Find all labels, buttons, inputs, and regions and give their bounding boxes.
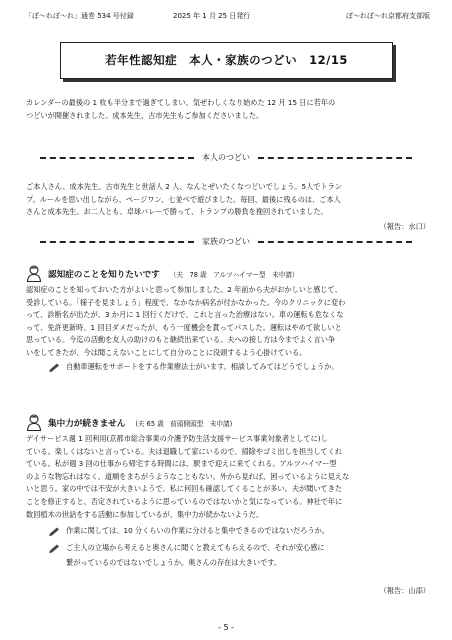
voice2-line: 数回植木の世話をする活動に参加しているが、集中力が続かないようだ。 xyxy=(26,509,264,519)
intro-line: つどいが開催されました。成本先生、古市先生もご参加くださいました。 xyxy=(26,110,264,120)
voice1-line: って、免許更新時、1 回目ダメだったが、もう一度機会を貰ってパスした。運転はやめて欲しいと xyxy=(26,322,342,332)
voice1-paragraph xyxy=(26,284,431,360)
voice2-line: のような物忘れはなく、道順をまちがうようなこともない。外から見れば、困っているように見えな xyxy=(26,471,350,481)
voice2-response2 xyxy=(48,542,438,569)
voice1-line: って、診断名が出たが、3 か月に 1 回行くだけで、これと言った治療はない。車の運転も危なくな xyxy=(26,310,344,320)
voice2-line: ている。楽しくはないと言っている。夫は退職して家にいるので、掃除やゴミ出しを担当してくれ xyxy=(26,446,343,456)
voice1-heading xyxy=(26,266,436,282)
person-icon xyxy=(26,414,42,431)
voice1-response-text: 自動車運転をサポートをする作業療法士がいます。相談してみてはどうでしょうか。 xyxy=(66,362,339,371)
voice1-line: いをしてきたが、今は聞こえないことにして自分のことに没頭するよう心掛けている。 xyxy=(26,347,307,357)
voice2-line: ことを修正すると、否定されているように思っているのではないかと気になっている。神社で年に xyxy=(26,496,343,506)
section-divider-kazoku xyxy=(40,236,412,248)
intro-line: カレンダーの最後の 1 枚も半分まで過ぎてしまい、気ぜわしくなり始めた 12 月 15 日に若年の xyxy=(26,98,336,107)
voice1-line: 思っている。今迄の活動を友人の助けのもと継続出来ている。夫への接し方は今までよく言い争 xyxy=(26,335,336,345)
header xyxy=(25,10,430,22)
reporter-honnin: （報告：水口） xyxy=(379,222,430,231)
voice2-response2-line: 繋がっているのではないでしょうか。奥さんの存在は大きいです。 xyxy=(66,557,282,567)
pencil-icon xyxy=(48,527,60,537)
divider-line xyxy=(40,157,194,159)
section-heading-honnin: 本人のつどい xyxy=(202,152,250,162)
voice2-response1 xyxy=(48,525,438,538)
intro-paragraph xyxy=(26,97,431,122)
header-issue: 「ぼ～れぼ～れ」通巻 534 号付録 xyxy=(25,12,134,20)
voice2-subtitle: (夫 65 歳 前頭側頭型 未申請) xyxy=(135,420,233,429)
voice2-line: デイサービス週 1 回利用(京都市総合事業の介護予防生活支援サービス事業対象者としてに)し xyxy=(26,434,328,443)
voice1-line: 認知症のことを知っておいた方がよいと思って参加しました。2 年前から夫がおかしいと感じて、 xyxy=(26,285,342,294)
honnin-line: プ。ルールを思い出しながら、ページワン、七並べで遊びました。毎回、最後に残るのは、ご本人 xyxy=(26,194,341,204)
section-divider-honnin xyxy=(40,152,412,164)
honnin-paragraph xyxy=(26,181,431,219)
pencil-icon xyxy=(48,544,60,554)
page-title: 若年性認知症 本人・家族のつどい 12/15 xyxy=(60,42,393,79)
header-edition: ぼ～れぼ～れ京都府支部版 xyxy=(346,12,430,20)
reporter-kazoku: （報告：山添） xyxy=(379,586,430,595)
voice1-response xyxy=(48,361,438,374)
voice2-line: いと思う。家の中では不安が大きいようで、私に何回も確認してくることが多い。夫が聞いてきた xyxy=(26,484,343,494)
divider-line xyxy=(258,157,412,159)
page-number: - 5 - xyxy=(218,623,234,632)
voice2-line: ている。私が週 3 回の仕事から帰宅する時間には、駅まで迎えに来てくれる。アルツハイマー型 xyxy=(26,459,337,469)
voice2-response1-text: 作業に関しては、10 分くらいの作業に分けると集中できるのではないだろうか。 xyxy=(66,526,329,535)
voice2-heading xyxy=(26,415,436,431)
person-icon xyxy=(26,265,42,282)
voice2-response2-line: ご主人の立場から考えると奥さんに聞くと教えてもらえるので、それが安心感に xyxy=(66,543,325,552)
voice1-title: 認知症のことを知りたいです xyxy=(48,270,160,281)
pencil-icon xyxy=(48,363,60,373)
honnin-line: ご本人さん、成本先生、古市先生と世話人 2 人、なんとぜいたくなつどいでしょう。5人でトラン xyxy=(26,182,342,191)
divider-line xyxy=(258,241,412,243)
voice1-line: 受診している。「様子を見ましょう」程度で、なかなか病名が付かなかった。今のクリニックに変わ xyxy=(26,297,346,307)
section-heading-kazoku: 家族のつどい xyxy=(202,236,250,246)
divider-line xyxy=(40,241,194,243)
honnin-line: さんと成本先生。お二人とも、卓球バレーで勝って、トランプの勝負を挽回されていました。 xyxy=(26,207,328,217)
voice2-paragraph xyxy=(26,433,431,521)
voice1-subtitle: （夫 78 歳 アルツハイマー型 未申請） xyxy=(169,271,299,280)
header-date: 2025 年 1 月 25 日発行 xyxy=(173,12,251,20)
voice2-title: 集中力が続きません xyxy=(48,419,126,430)
